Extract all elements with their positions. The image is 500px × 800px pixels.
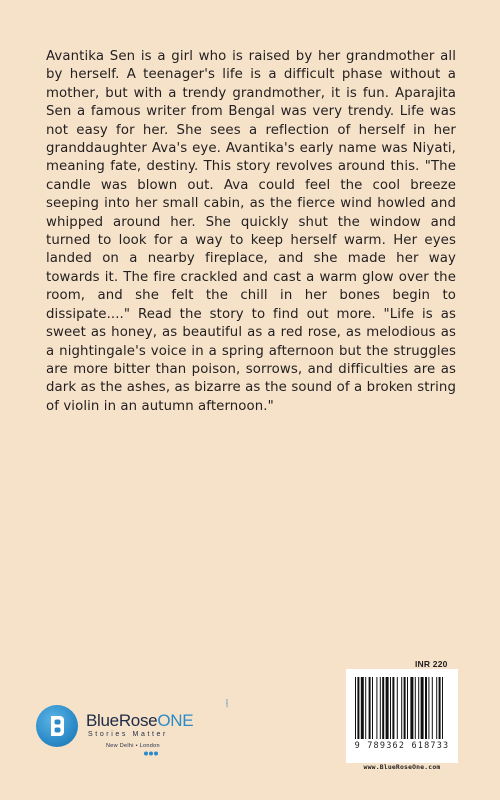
barcode-bars <box>354 677 450 741</box>
publisher-name-main: BlueRose <box>86 711 158 730</box>
back-cover-blurb: Avantika Sen is a girl who is raised by her grandmother all by herself. A teenager's life is a difficult phase without a mother, but with a trendy grandmother, it is fun. Aparajita Sen a famous writer from Bengal was very trendy. Life was not easy for her. She sees a reflection of herself in her granddaughter Ava's eye. Avantika's early name was Niyati, meaning fate, destiny. This story revolves around this. "The candle was blown out. Ava could feel the cool breeze seeping into her small cabin, as the fierce wind howled and whipped around her. She quickly shut the window and turned to look for a way to keep herself warm. Her eyes landed on a nearby fireplace, and she made her way towards it. The fire crackled and cast a warm glow over the room, and she felt the chill in her bones begin to dissipate...." Read the story to find out more. "Life is as sweet as honey, as beautiful as a red rose, as melodious as a nightingale's voice in a spring afternoon but the struggles are more bitter than poison, sorrows, and difficulties are as dark as the ashes, as bizarre as the sound of a broken string of violin in an autumn afternoon." <box>46 49 456 414</box>
isbn-barcode <box>346 669 458 763</box>
publisher-tagline: Stories Matter <box>88 731 168 738</box>
publisher-name-suffix: .com <box>224 699 229 708</box>
publisher-name-accent: ONE <box>157 711 194 730</box>
publisher-cities: New Delhi • London <box>106 743 160 749</box>
publisher-website: www.BlueRoseOne.com <box>363 763 441 771</box>
social-icons <box>144 751 158 756</box>
b-logo-icon <box>36 705 78 747</box>
publisher-logo-block <box>36 699 236 765</box>
publisher-name <box>86 711 193 731</box>
isbn-number: 9 789362 618733 <box>354 741 450 751</box>
price-label: INR 220 <box>415 659 448 669</box>
